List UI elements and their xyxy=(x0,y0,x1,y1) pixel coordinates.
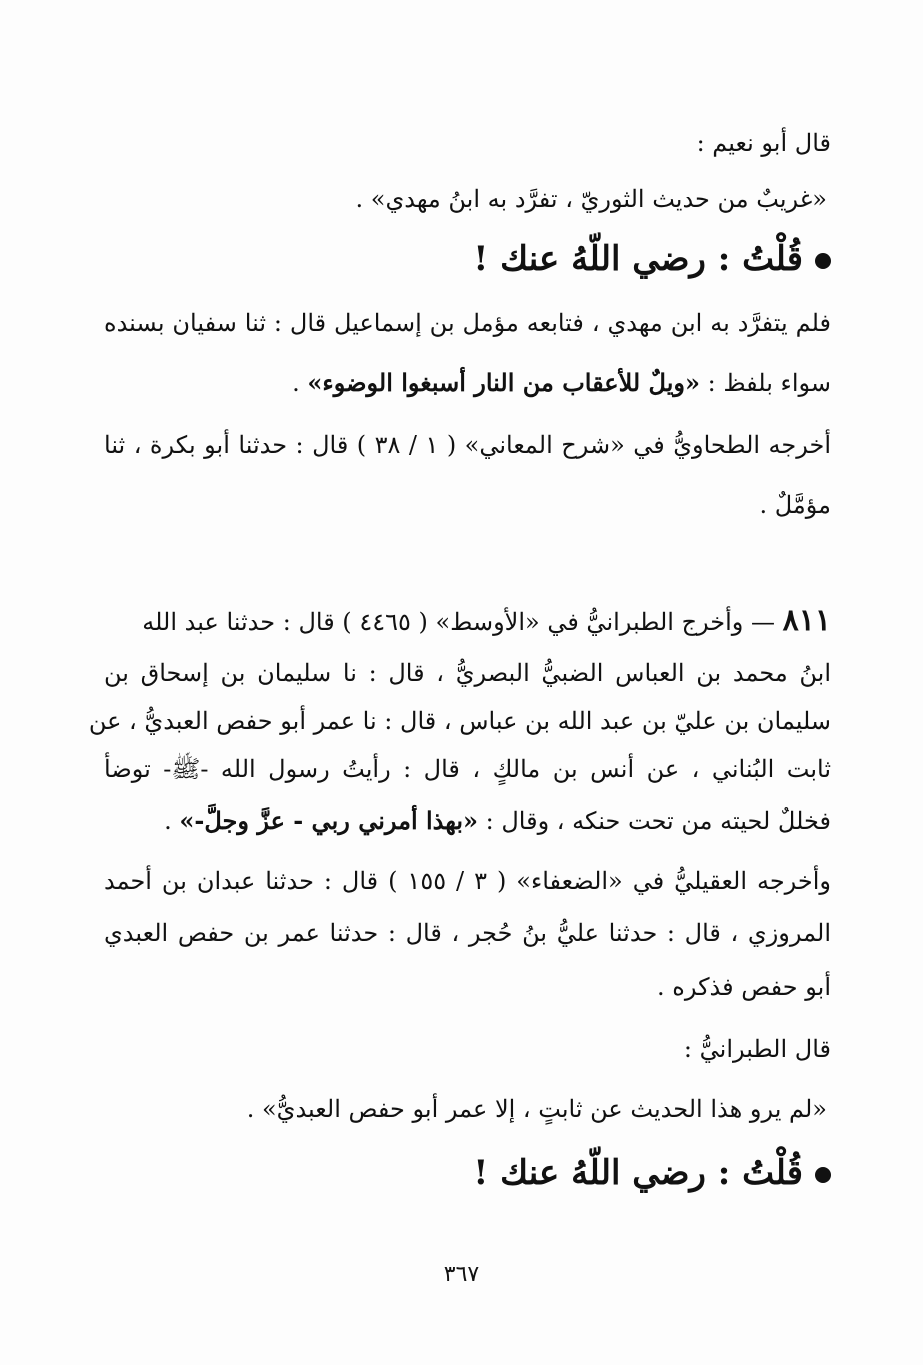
bullet-icon xyxy=(815,253,831,269)
section-heading xyxy=(473,1150,831,1196)
text-line: قال أبو نعيم : xyxy=(696,129,831,157)
text-line: سليمان بن عليّ بن عبد الله بن عباس ، قال : نا عمر أبو حفص العبديُّ ، عن xyxy=(88,707,831,735)
quote-line: «لم يرو هذا الحديث عن ثابتٍ ، إلا عمر أبو حفص العبديُّ» . xyxy=(246,1095,827,1123)
hadith-quote: «بهذا أمرني ربي - عزَّ وجلَّ-» xyxy=(179,806,478,835)
hadith-number: ٨١١ xyxy=(782,603,831,638)
text-segment: — وأخرج الطبرانيُّ في «الأوسط» ( ٤٤٦٥ ) قال : حدثنا عبد الله xyxy=(142,608,783,636)
text-line: ابنُ محمد بن العباس الضبيُّ البصريُّ ، قال : نا سليمان بن إسحاق بن xyxy=(104,659,831,687)
hadith-quote: «ويلٌ للأعقاب من النار أسبغوا الوضوء» xyxy=(307,368,700,397)
text-line: فلم يتفرَّد به ابن مهدي ، فتابعه مؤمل بن إسماعيل قال : ثنا سفيان بسنده xyxy=(104,309,831,337)
text-line: أبو حفص فذكره . xyxy=(657,973,831,1001)
quote-line: «غريبٌ من حديث الثوريّ ، تفرَّد به ابنُ مهدي» . xyxy=(355,185,827,213)
text-segment: . xyxy=(292,369,308,397)
text-line: قال الطبرانيُّ : xyxy=(683,1035,831,1063)
heading-text: قُلْتُ : رضي اللّهُ عنك ! xyxy=(473,239,803,279)
hadith-entry-start xyxy=(104,604,831,639)
text-line: المروزي ، قال : حدثنا عليُّ بنُ حُجر ، قال : حدثنا عمر بن حفص العبدي xyxy=(104,919,831,947)
text-segment: فخللٌ لحيته من تحت حنكه ، وقال : xyxy=(485,807,831,835)
bullet-icon xyxy=(815,1167,831,1183)
text-line: ثابت البُناني ، عن أنس بن مالكٍ ، قال : رأيتُ رسول الله -ﷺ- توضأ xyxy=(104,755,831,783)
text-line: مؤمَّلٌ . xyxy=(759,491,831,519)
text-segment: سواء بلفظ : xyxy=(707,369,831,397)
section-heading xyxy=(473,236,831,282)
text-line xyxy=(164,804,831,838)
text-line: أخرجه الطحاويُّ في «شرح المعاني» ( ١ / ٣٨ ) قال : حدثنا أبو بكرة ، ثنا xyxy=(104,431,831,459)
text-line xyxy=(292,366,831,400)
page-number: ٣٦٧ xyxy=(443,1262,480,1287)
text-line: وأخرجه العقيليُّ في «الضعفاء» ( ٣ / ١٥٥ ) قال : حدثنا عبدان بن أحمد xyxy=(104,867,832,895)
text-segment: . xyxy=(164,807,180,835)
heading-text: قُلْتُ : رضي اللّهُ عنك ! xyxy=(473,1153,803,1193)
